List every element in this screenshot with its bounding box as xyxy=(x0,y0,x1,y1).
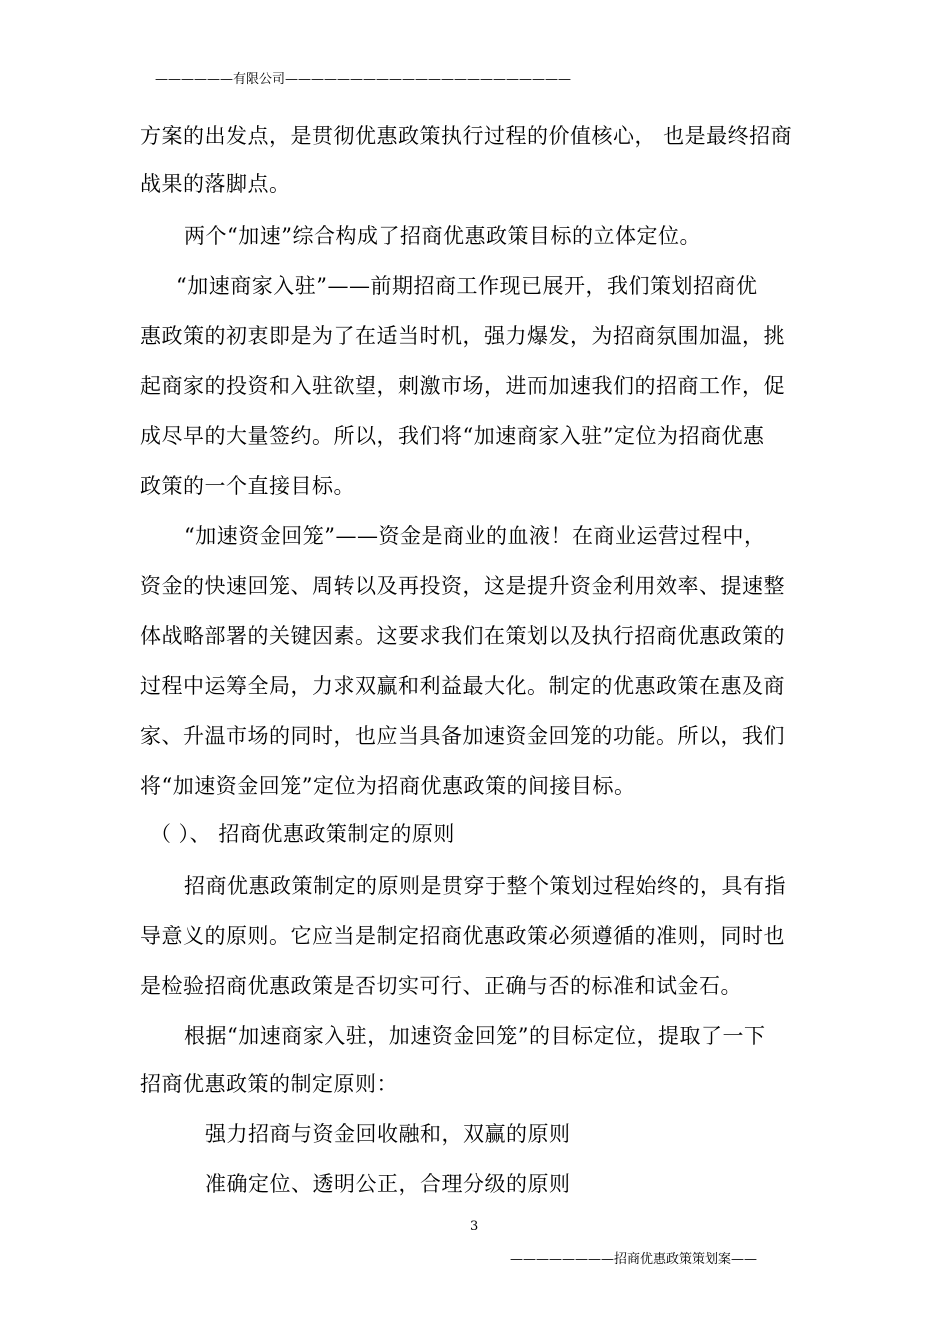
text-line: 战果的落脚点。 xyxy=(140,172,291,196)
text-line: 惠政策的初衷即是为了在适当时机，强力爆发，为招商氛围加温，挑 xyxy=(140,324,785,348)
text-line: 过程中运筹全局，力求双赢和利益最大化。制定的优惠政策在惠及商 xyxy=(140,674,785,698)
text-line: 起商家的投资和入驻欲望，刺激市场，进而加速我们的招商工作，促 xyxy=(140,374,785,398)
principle-item: 准确定位、透明公正，合理分级的原则 xyxy=(205,1172,571,1196)
text-line: 成尽早的大量签约。所以，我们将“加速商家入驻”定位为招商优惠 xyxy=(140,424,765,448)
text-line: 是检验招商优惠政策是否切实可行、正确与否的标准和试金石。 xyxy=(140,974,742,998)
text-line: 方案的出发点，是贯彻优惠政策执行过程的价值核心， 也是最终招商 xyxy=(140,124,793,148)
text-line: 资金的快速回笼、周转以及再投资，这是提升资金利用效率、提速整 xyxy=(140,574,785,598)
text-line: “加速商家入驻”——前期招商工作现已展开，我们策划招商优 xyxy=(176,274,758,298)
page-footer: ————————招商优惠政策策划案—— xyxy=(510,1252,758,1267)
principle-item: 强力招商与资金回收融和，双赢的原则 xyxy=(205,1122,571,1146)
page-number: 3 xyxy=(470,1219,479,1234)
text-line: 招商优惠政策制定的原则是贯穿于整个策划过程始终的，具有指 xyxy=(184,874,786,898)
text-line: 两个“加速”综合构成了招商优惠政策目标的立体定位。 xyxy=(184,224,701,248)
section-heading: （ ）、 招商优惠政策制定的原则 xyxy=(150,822,455,846)
text-line: “加速资金回笼”——资金是商业的血液！在商业运营过程中， xyxy=(184,524,766,548)
text-line: 家、升温市场的同时，也应当具备加速资金回笼的功能。所以，我们 xyxy=(140,724,785,748)
text-line: 体战略部署的关键因素。这要求我们在策划以及执行招商优惠政策的 xyxy=(140,624,785,648)
page-header: ——————有限公司—————————————————————— xyxy=(155,72,572,87)
text-line: 将“加速资金回笼”定位为招商优惠政策的间接目标。 xyxy=(140,774,636,798)
text-line: 招商优惠政策的制定原则： xyxy=(140,1072,398,1096)
text-line: 导意义的原则。它应当是制定招商优惠政策必须遵循的准则，同时也 xyxy=(140,924,785,948)
text-line: 政策的一个直接目标。 xyxy=(140,474,355,498)
text-line: 根据“加速商家入驻，加速资金回笼”的目标定位，提取了一下 xyxy=(184,1024,766,1048)
